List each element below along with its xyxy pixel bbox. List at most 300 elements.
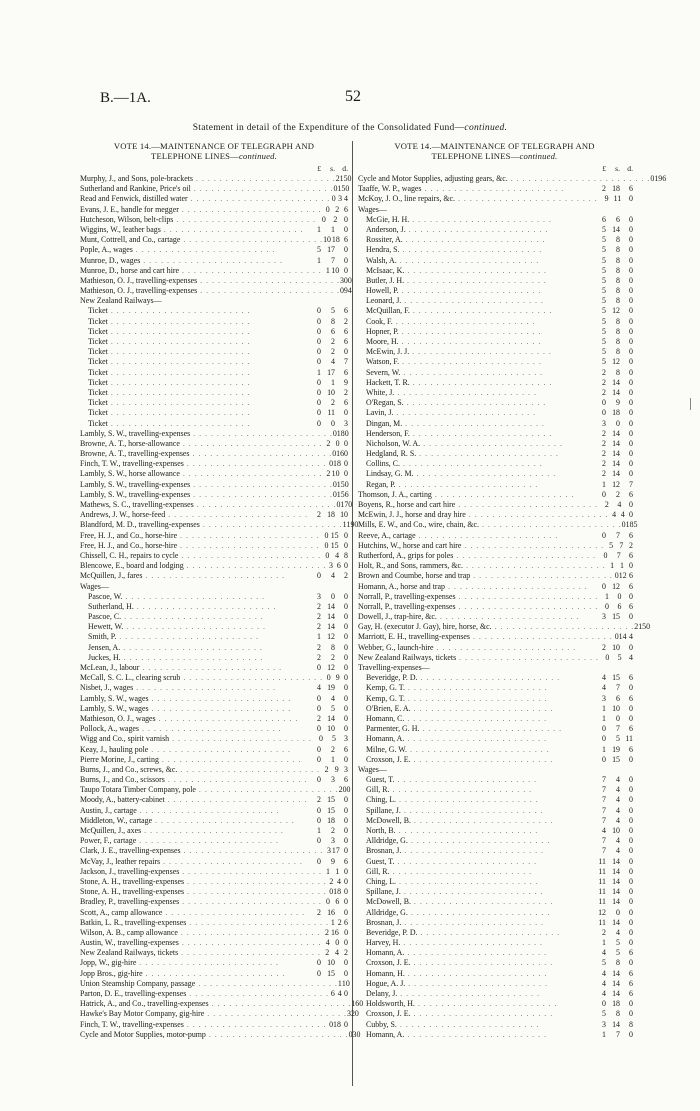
payee-text: Holdsworth, H. (366, 999, 415, 1009)
pounds-value: 0 (317, 815, 321, 825)
pounds-value: 4 (602, 826, 606, 835)
expenditure-row (356, 622, 651, 632)
payee-text: Croxson, J. E. (366, 754, 411, 764)
pence-value: 0 (629, 846, 633, 856)
pence-value: 0 (344, 713, 348, 723)
pounds-value: 1 (317, 632, 321, 642)
leader-dots: . . . . . . . . . . . . . . . . . . . . . . . . (107, 357, 251, 367)
pence-value: 0 (344, 836, 348, 846)
pence-value: 0 (629, 866, 633, 876)
pence-value: 0 (629, 194, 633, 204)
expenditure-row (80, 459, 348, 469)
leader-dots: . . . . . . . . . . . . . . . . . . . . . . . . (177, 530, 320, 540)
payee-text: Howell, P. (366, 286, 399, 296)
shillings-value: 14 (612, 1019, 620, 1029)
shillings-value: 15 (612, 754, 620, 764)
pounds-value: 1 (602, 744, 606, 754)
expenditure-row (356, 1020, 633, 1030)
payee-label (80, 256, 309, 266)
payee-text: Kemp, G. T. (366, 683, 405, 693)
pounds-value: 0 (621, 520, 626, 530)
pounds-value: 3 (339, 275, 344, 285)
leader-dots: . . . . . . . . . . . . . . . . . . . . . . . . (407, 836, 551, 846)
pence-value: 4 (344, 194, 348, 204)
payee-label (80, 795, 309, 805)
expenditure-row (356, 887, 633, 897)
pounds-value: 0 (602, 408, 606, 418)
payee-text: Mathews, S. C., travelling-expenses (80, 500, 194, 509)
payee-label (80, 979, 338, 989)
left-heading-continued: continued. (238, 151, 277, 161)
shillings-value: 4 (335, 948, 339, 958)
pence-value: 0 (629, 713, 633, 723)
payee-text: Croxson, J. E. (366, 958, 411, 968)
shillings-value: 9 (343, 286, 348, 296)
pence-value: 0 (344, 805, 348, 815)
pence-value: 0 (629, 408, 633, 418)
expenditure-row (80, 439, 348, 449)
payee-text: Ching, L. (366, 876, 397, 886)
payee-label (356, 561, 606, 571)
shillings-value: 18 (333, 887, 342, 897)
pence-value: 0 (344, 265, 348, 275)
shillings-value: 18 (612, 999, 620, 1009)
shillings-value: 4 (331, 357, 335, 367)
shillings-value: 18 (327, 815, 335, 825)
shillings-value: 3 (331, 775, 335, 785)
pounds-value: 7 (602, 815, 606, 825)
payee-text: Parmenter, G. H. (366, 724, 420, 734)
expenditure-row (80, 1020, 348, 1030)
leader-dots: . . . . . . . . . . . . . . . . . . . . . . . . (120, 652, 264, 662)
leader-dots: . . . . . . . . . . . . . . . . . . . . . . . . (407, 744, 550, 754)
pence-value: 0 (629, 337, 633, 346)
payee-text: Free, H. J., and Co., horse-hire (80, 540, 178, 550)
leader-dots: . . . . . . . . . . . . . . . . . . . . . . . . (399, 245, 543, 255)
expenditure-row (80, 755, 348, 765)
payee-text: Lambly, S. W., travelling-expenses (80, 479, 191, 489)
pounds-value: 2 (326, 438, 331, 448)
payee-text: Pople, A., wages (80, 245, 133, 255)
shillings-value: 2 (331, 398, 335, 408)
payee-text: Hopner, P. (366, 326, 399, 336)
pence-value: 0 (629, 275, 633, 285)
shillings-value: 15 (339, 174, 348, 183)
payee-text: McCall, S. C. L., clearing scrub (80, 673, 181, 683)
payee-text: Burns, J., and Co., scissors (80, 775, 165, 785)
payee-label (356, 683, 594, 693)
payee-label (356, 694, 594, 704)
leader-dots: . . . . . . . . . . . . . . . . . . . . . . . . (193, 174, 336, 183)
expenditure-row (80, 867, 348, 877)
payee-label (80, 1009, 347, 1019)
pence-value: 6 (629, 571, 633, 581)
shillings-value: 11 (327, 408, 335, 418)
pence-value: 2 (344, 387, 348, 397)
leader-dots: . . . . . . . . . . . . . . . . . . . . . . . . (190, 489, 333, 499)
payee-label (356, 632, 613, 642)
payee-label (356, 194, 598, 204)
payee-label (80, 612, 309, 622)
shillings-value: 12 (612, 581, 620, 591)
shillings-value: 4 (616, 795, 620, 805)
pence-value: 0 (344, 795, 348, 805)
pence-value: 0 (344, 540, 348, 550)
leader-dots: . . . . . . . . . . . . . . . . . . . . . . . . (410, 815, 554, 825)
expenditure-row (356, 877, 633, 887)
pence-value: 0 (629, 683, 633, 693)
pounds-value: 1 (317, 367, 321, 377)
payee-text: McIsaac, K. (366, 265, 405, 275)
leader-dots: . . . . . . . . . . . . . . . . . . . . . . . . (148, 693, 292, 703)
payee-label (80, 337, 309, 347)
payee-label (80, 826, 309, 836)
pounds-value: 4 (317, 683, 321, 693)
pounds-value: 0 (603, 550, 608, 560)
subheading-row (356, 663, 633, 673)
pounds-value: 1 (330, 917, 335, 927)
shillings-value: 14 (327, 612, 335, 622)
expenditure-row (356, 469, 633, 479)
leader-dots: . . . . . . . . . . . . . . . . . . . . . . . . (397, 989, 540, 998)
pounds-value: 0 (325, 897, 330, 907)
shillings-value: 9 (335, 673, 340, 683)
shillings-value: 15 (336, 479, 345, 489)
pounds-value: 0 (605, 652, 610, 662)
shillings-value: 12 (327, 663, 335, 672)
leader-dots: . . . . . . . . . . . . . . . . . . . . . . . . (180, 673, 324, 683)
expenditure-row (80, 999, 364, 1009)
pounds-value: 5 (602, 347, 606, 357)
pence-value: 0 (344, 459, 348, 469)
shillings-value: 17 (327, 367, 335, 377)
pounds-value: 2 (602, 428, 606, 438)
pounds-value: 2 (325, 927, 329, 937)
pounds-value: 2 (602, 927, 606, 937)
payee-label (356, 1030, 594, 1040)
pence-value: 0 (344, 693, 348, 703)
payee-text: Juckes, H. (88, 652, 121, 662)
payee-label (356, 510, 609, 520)
payee-text: Croxson, J. E. (366, 1009, 411, 1019)
shillings-value: 8 (616, 316, 620, 326)
shillings-value: 14 (612, 968, 620, 978)
payee-text: Read and Fenwick, distilled water (80, 194, 188, 204)
pounds-value: 3 (317, 591, 321, 601)
payee-label (356, 215, 594, 225)
shillings-value: 10 (327, 387, 335, 397)
expenditure-row (356, 775, 633, 785)
pence-value: 0 (344, 876, 348, 886)
expenditure-row (80, 989, 348, 999)
leader-dots: . . . . . . . . . . . . . . . . . . . . . . . . (404, 265, 548, 275)
shillings-value: 15 (337, 184, 346, 194)
leader-dots: . . . . . . . . . . . . . . . . . . . . . . . . (160, 224, 304, 234)
pence-value: 0 (629, 775, 633, 785)
payee-label (80, 683, 309, 693)
pounds-value: 0 (317, 347, 321, 357)
pounds-value: 1 (602, 703, 606, 713)
pounds-value: 1 (602, 479, 606, 489)
pence-value: 0 (344, 968, 348, 978)
pence-value: 8 (344, 550, 348, 560)
payee-text: Beveridge, P. D. (366, 927, 418, 937)
pounds-value: 2 (604, 500, 609, 509)
payee-label (356, 826, 594, 836)
payee-label (356, 989, 594, 999)
pence-value: 11 (625, 734, 633, 744)
leader-dots: . . . . . . . . . . . . . . . . . . . . . . . . (416, 449, 559, 459)
pounds-value: 1 (317, 826, 321, 835)
pounds-value: 1 (610, 561, 615, 571)
shillings-value: 18 (612, 184, 620, 194)
leader-dots: . . . . . . . . . . . . . . . . . . . . . . . . (133, 601, 277, 611)
payee-label (80, 429, 333, 439)
payee-text: Lambly, S. W., wages (80, 693, 149, 703)
pounds-value: 0 (317, 408, 321, 418)
pence-value: 0 (629, 449, 633, 459)
payee-label (356, 918, 594, 928)
payee-text: Guest, T. (366, 856, 395, 866)
pence-value: 0 (344, 469, 348, 479)
pounds-value: 2 (324, 764, 329, 774)
pence-value: 2 (629, 540, 633, 550)
payee-label (356, 948, 594, 958)
expenditure-row (80, 174, 352, 184)
payee-text: Wages— (358, 764, 387, 774)
pence-value: 0 (629, 418, 633, 428)
pounds-value: 0 (602, 530, 606, 540)
pounds-value: 0 (332, 428, 337, 438)
expenditure-row (356, 979, 633, 989)
shillings-value: 8 (616, 286, 620, 296)
pounds-value: 0 (321, 214, 326, 224)
shillings-value: 4 (331, 693, 335, 703)
pence-value: 0 (347, 275, 352, 285)
expenditure-row (356, 520, 638, 530)
payee-label (356, 571, 613, 581)
payee-text: White, J. (366, 387, 395, 397)
expenditure-row (356, 490, 633, 500)
expenditure-row (80, 490, 348, 500)
expenditure-row (356, 846, 633, 856)
leader-dots: . . . . . . . . . . . . . . . . . . . . . . . . (410, 754, 554, 764)
shillings-value: 14 (612, 459, 620, 469)
expenditure-row (80, 500, 353, 510)
leader-dots: . . . . . . . . . . . . . . . . . . . . . . . . (393, 408, 537, 418)
leader-dots: . . . . . . . . . . . . . . . . . . . . . . . . (155, 713, 299, 723)
leader-dots: . . . . . . . . . . . . . . . . . . . . . . . . (398, 286, 542, 296)
pounds-value: 0 (326, 673, 331, 683)
shillings-value: 1 (331, 224, 335, 234)
pence-value: 0 (354, 520, 359, 530)
payee-text: Lambly, S. W., wages (80, 703, 149, 713)
payee-text: Ticket (88, 418, 108, 428)
shillings-value: 4 (616, 836, 620, 846)
payee-label (356, 541, 604, 551)
leader-dots: . . . . . . . . . . . . . . . . . . . . . . . . (396, 1019, 540, 1029)
payee-label (356, 184, 594, 194)
expenditure-row (80, 378, 348, 388)
expenditure-row (356, 266, 633, 276)
expenditure-row (80, 286, 352, 296)
leader-dots: . . . . . . . . . . . . . . . . . . . . . . . . (456, 652, 599, 662)
shillings-value: 8 (616, 255, 620, 265)
payee-label (80, 215, 316, 225)
expenditure-row (80, 887, 348, 897)
leader-dots: . . . . . . . . . . . . . . . . . . . . . . . . (121, 612, 264, 622)
payee-label (356, 673, 594, 683)
pence-value: 6 (629, 489, 633, 499)
shillings-value: 15 (330, 540, 339, 550)
pence-value: 0 (344, 642, 348, 652)
leader-dots: . . . . . . . . . . . . . . . . . . . . . . . . (410, 958, 554, 968)
pence-value: 0 (344, 479, 349, 489)
shillings-value: 11 (613, 194, 622, 204)
shillings-value: 7 (616, 550, 621, 560)
pence-value: 0 (629, 887, 633, 897)
expenditure-row (356, 398, 633, 408)
expenditure-row (80, 215, 348, 225)
pence-value: 0 (344, 530, 348, 540)
payee-label (80, 174, 336, 184)
pounds-value: 0 (317, 326, 321, 336)
pounds-value: 5 (609, 540, 614, 550)
expenditure-row (80, 765, 348, 775)
payee-text: Thomson, J. A., carting (358, 489, 432, 499)
leader-dots: . . . . . . . . . . . . . . . . . . . . . . . . (183, 1019, 327, 1029)
pounds-value: 5 (602, 326, 606, 336)
pounds-value: 4 (325, 938, 330, 948)
payee-label (356, 969, 594, 979)
shillings-value: 0 (342, 785, 347, 795)
pence-value: 0 (344, 846, 348, 856)
pence-value: 4 (347, 286, 352, 296)
expenditure-row (80, 551, 348, 561)
shillings-value: 1 (331, 754, 335, 764)
expenditure-row (80, 979, 348, 989)
expenditure-row (356, 643, 633, 653)
pounds-value: 1 (602, 1029, 606, 1039)
payee-label (356, 846, 594, 856)
leader-dots: . . . . . . . . . . . . . . . . . . . . . . . . (401, 917, 544, 927)
expenditure-row (356, 194, 633, 204)
payee-label (356, 724, 594, 734)
pounds-value: 2 (602, 438, 606, 448)
leader-dots: . . . . . . . . . . . . . . . . . . . . . . . . (107, 306, 251, 316)
leader-dots: . . . . . . . . . . . . . . . . . . . . . . . . (122, 591, 266, 601)
leader-dots: . . . . . . . . . . . . . . . . . . . . . . . . (407, 907, 551, 917)
pence-value: 8 (629, 1019, 633, 1029)
expenditure-row (356, 378, 633, 388)
payee-text: Reeve, A., cartage (358, 530, 416, 540)
expenditure-row (356, 235, 633, 245)
pounds-value: 2 (317, 642, 321, 652)
pounds-value: 7 (602, 775, 606, 785)
payee-text: Watson, F. (366, 357, 400, 367)
shillings-value: 8 (616, 1009, 620, 1019)
expenditure-row (356, 327, 633, 337)
shillings-value: 16 (327, 907, 335, 917)
leader-dots: . . . . . . . . . . . . . . . . . . . . . . . . (208, 999, 352, 1009)
payee-label (356, 775, 594, 785)
pounds-value: 1 (317, 224, 321, 234)
shillings-value: 3 (352, 1029, 357, 1039)
payee-text: Brown and Coumbe, horse and trap (358, 571, 471, 581)
pence-value: 0 (344, 408, 348, 418)
pounds-value: 0 (317, 398, 321, 408)
expenditure-row (356, 225, 633, 235)
payee-label (356, 836, 594, 846)
pence-value: 0 (629, 561, 633, 571)
expenditure-row (80, 745, 348, 755)
expenditure-row (80, 836, 348, 846)
shillings-value: 14 (612, 978, 620, 988)
payee-text: Finch, T. W., travelling-expenses (80, 459, 184, 469)
payee-label (356, 205, 594, 215)
expenditure-row (356, 459, 633, 469)
payee-label (80, 327, 309, 337)
leader-dots: . . . . . . . . . . . . . . . . . . . . . . . . (404, 683, 548, 693)
payee-label (356, 755, 594, 765)
payee-text: Ticket (88, 387, 108, 397)
right-column (356, 141, 667, 1040)
payee-label (356, 398, 594, 408)
pence-value: 6 (344, 856, 348, 866)
shillings-value: 9 (334, 764, 339, 774)
payee-text: Norrall, P., travelling-expenses (358, 601, 456, 611)
shillings-value: 8 (616, 275, 620, 285)
payee-text: Mathieson, O. J., travelling-expenses (80, 275, 198, 285)
payee-label (80, 520, 343, 530)
pence-value: 6 (629, 978, 633, 988)
pence-value: 0 (344, 703, 348, 713)
expenditure-row (80, 683, 348, 693)
pounds-value: 2 (602, 377, 606, 387)
leader-dots: . . . . . . . . . . . . . . . . . . . . . . . . (142, 968, 286, 978)
pence-value: 6 (344, 306, 348, 316)
pence-value: 0 (347, 174, 352, 183)
payee-text: McEwin, J. J., horse and dray hire (358, 510, 466, 520)
payee-text: Parton, D. E., travelling-expenses (80, 989, 187, 998)
leader-dots: . . . . . . . . . . . . . . . . . . . . . . . . (140, 255, 283, 265)
pence-value: 0 (344, 989, 348, 998)
payee-label (80, 306, 309, 316)
pence-value: 0 (629, 306, 633, 316)
expenditure-row (356, 704, 633, 714)
payee-label (356, 551, 596, 561)
payee-label (356, 938, 594, 948)
leader-dots: . . . . . . . . . . . . . . . . . . . . . . . . (107, 377, 251, 387)
pounds-value: 0 (317, 663, 321, 672)
payee-text: Ticket (88, 326, 108, 336)
payee-text: Evans, J. E., handle for megger (80, 204, 179, 214)
left-column (80, 141, 364, 1040)
payee-label (356, 388, 594, 398)
leader-dots: . . . . . . . . . . . . . . . . . . . . . . . . (417, 673, 561, 683)
pounds-value: 0 (348, 1029, 353, 1039)
shillings-value: 15 (327, 805, 335, 815)
payee-text: Hatrick, A., and Co., travelling-expenses (80, 999, 209, 1009)
payee-text: Ticket (88, 306, 108, 316)
expenditure-row (80, 245, 348, 255)
payee-text: Sutherland and Rankine, Price's oil (80, 184, 191, 194)
payee-text: Moody, A., battery-cabinet (80, 795, 165, 805)
payee-text: Ching, L. (366, 795, 397, 805)
payee-label (356, 378, 594, 388)
pounds-value: 0 (650, 174, 655, 183)
payee-label (356, 897, 594, 907)
